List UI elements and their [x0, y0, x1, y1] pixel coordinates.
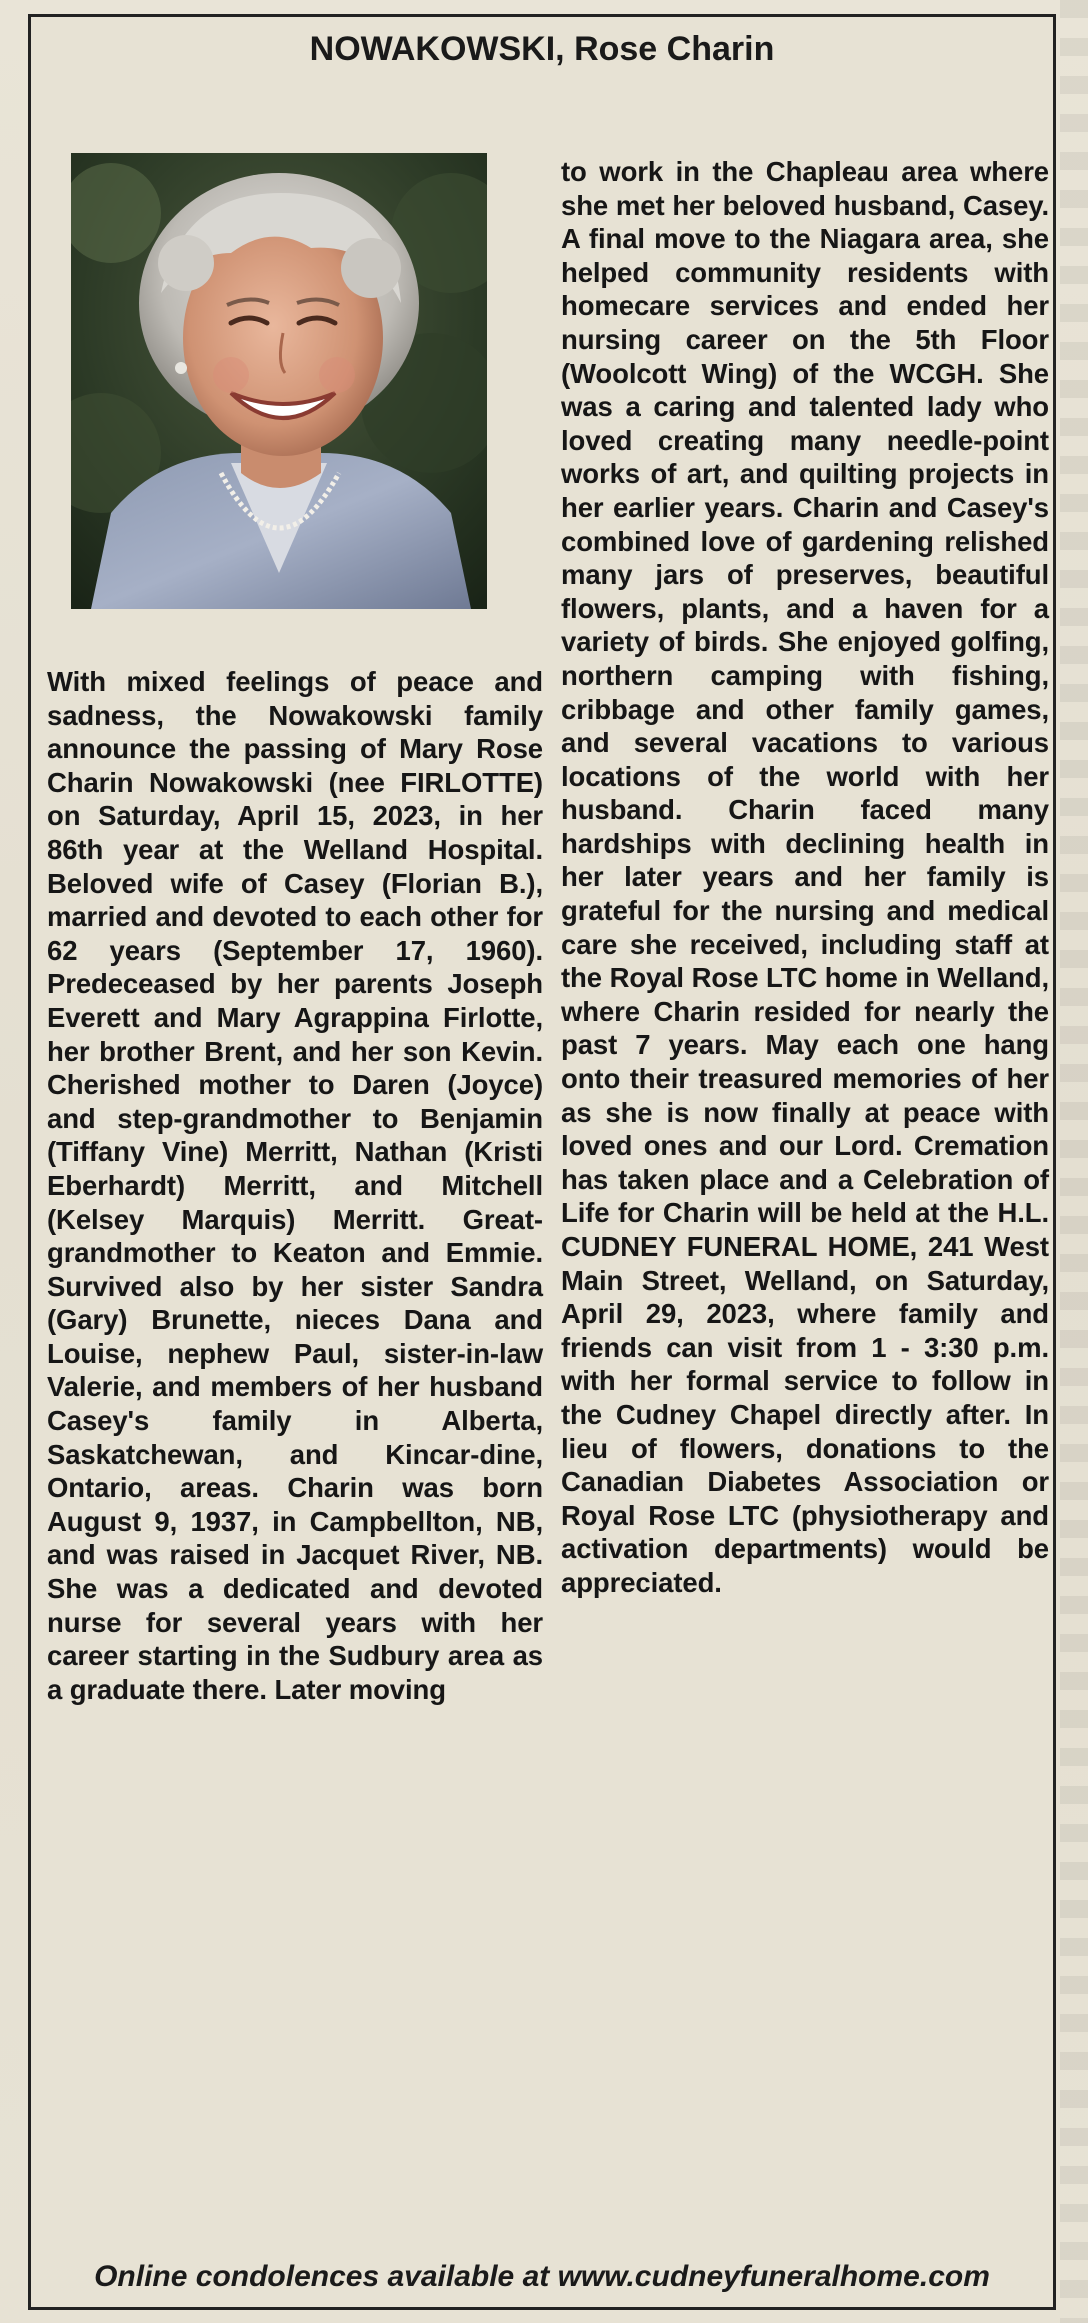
portrait-photo	[71, 153, 487, 609]
page-bleed-through	[1060, 0, 1088, 2323]
obituary-text-column-left: With mixed feelings of peace and sadness, the Nowakowski family announce the passing of Mary Rose Charin Nowakowski (nee FIRLOTTE) on Saturday, April 15, 2023, in her 86th year at the Welland Hospital. Beloved wife of Casey (Florian B.), married and devoted to each other for 62 years (September 17, 1960). Predeceased by her parents Joseph Everett and Mary Agrappina Firlotte, her brother Brent, and her son Kevin. Cherished mother to Daren (Joyce) and step-grandmother to Benjamin (Tiffany Vine) Merritt, Nathan (Kristi Eberhardt) Merritt, and Mitchell (Kelsey Marquis) Merritt. Great-grandmother to Keaton and Emmie. Survived also by her sister Sandra (Gary) Brunette, nieces Dana and Louise, nephew Paul, sister-in-law Valerie, and members of her husband Casey's family in Alberta, Saskatchewan, and Kincar-dine, Ontario, areas. Charin was born August 9, 1937, in Campbellton, NB, and was raised in Jacquet River, NB. She was a dedicated and devoted nurse for several years with her career starting in the Sudbury area as a graduate there. Later moving	[47, 666, 543, 1705]
obituary-text-column-right: to work in the Chapleau area where she met her beloved husband, Casey. A final move to the Niagara area, she helped community residents with homecare services and ended her nursing career on the 5th Floor (Woolcott Wing) of the WCGH. She was a caring and talented lady who loved creating many needle-point works of art, and quilting projects in her earlier years. Charin and Casey's combined love of gardening relished many jars of preserves, beautiful flowers, plants, and a haven for a variety of birds. She enjoyed golfing, northern camping with fishing, cribbage and other family games, and several vacations to various locations of the world with her husband. Charin faced many hardships with declining health in her later years and her family is grateful for the nursing and medical care she received, including staff at the Royal Rose LTC home in Welland, where Charin resided for nearly the past 7 years. May each one hang onto their treasured memories of her as she is now finally at peace with loved ones and our Lord. Cremation has taken place and a Celebration of Life for Charin will be held at the H.L. CUDNEY FUNERAL HOME, 241 West Main Street, Welland, on Saturday, April 29, 2023, where family and friends can visit from 1 - 3:30 p.m. with her formal service to follow in the Cudney Chapel directly after. In lieu of flowers, donations to the Canadian Diabetes Association or Royal Rose LTC (physiotherapy and activation departments) would be appreciated.	[561, 156, 1049, 1598]
obituary-title: NOWAKOWSKI, Rose Charin	[309, 30, 775, 68]
portrait-photo-icon	[71, 153, 487, 609]
obituary-notice	[28, 14, 1056, 2310]
online-condolences-note: Online condolences available at www.cudneyfuneralhome.com	[94, 2260, 990, 2293]
